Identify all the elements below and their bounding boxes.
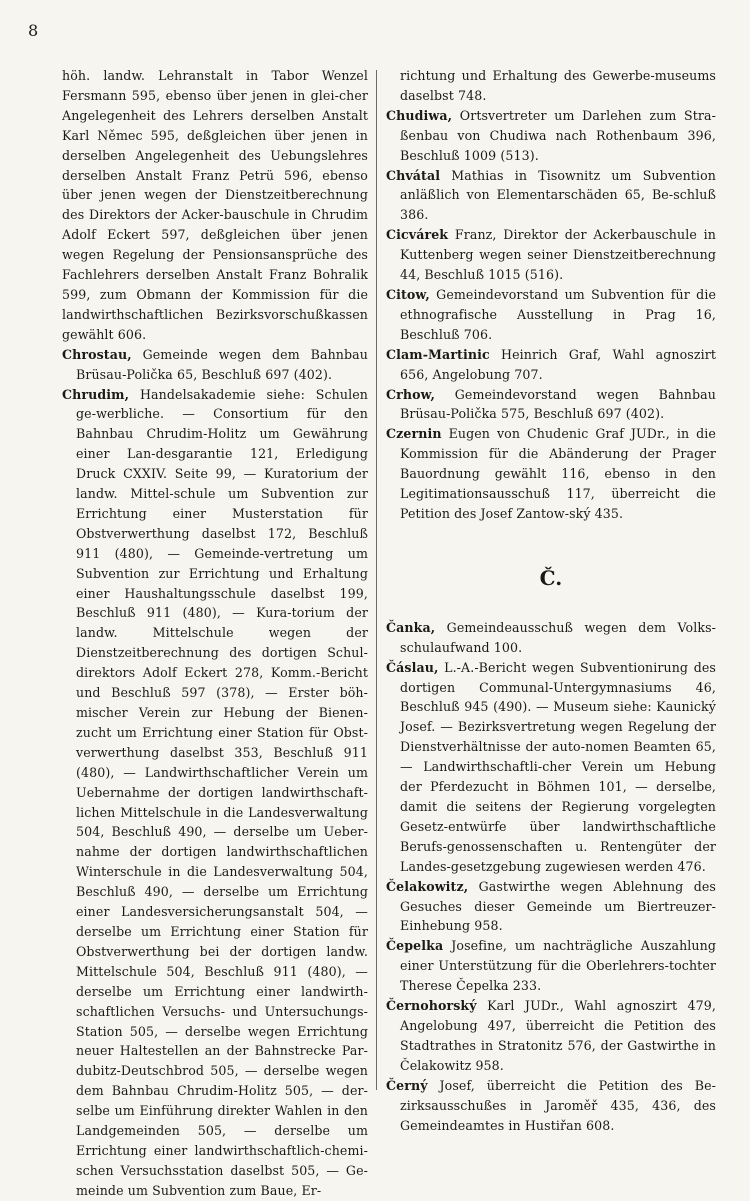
- entry-text: Gemeinde wegen dem Bahnbau Brüsau-Polička 65, Beschluß 697 (402).: [76, 346, 368, 382]
- index-entry: [386, 658, 716, 877]
- entry-text: Gastwirthe wegen Ablehnung des Gesuches dieser Gemeinde um Biertreuzer-Einhebung 958.: [400, 878, 716, 934]
- index-entry: [386, 225, 716, 285]
- entry-text: Mathias in Tisownitz um Subvention anläßlich von Elementarschäden 65, Be-schluß 386.: [400, 167, 716, 223]
- entry-text: Ortsvertreter um Darlehen zum Stra-ßenbau von Chudiwa nach Rothenbaum 396, Beschluß 1009 (513).: [400, 107, 716, 163]
- entry-keyword: Clam-Martinic: [386, 346, 490, 362]
- entry-keyword: Czernin: [386, 426, 442, 442]
- entry-keyword: Chrudim,: [62, 386, 130, 402]
- entry-text: Josefine, um nachträgliche Auszahlung einer Unterstützung für die Oberlehrers-tochter Therese Čepelka 233.: [400, 938, 716, 994]
- entry-keyword: Čelakowitz,: [386, 878, 469, 894]
- index-entry: [386, 285, 716, 345]
- entry-keyword: Černohorský: [386, 998, 477, 1014]
- entry-keyword: Čepelka: [386, 938, 444, 954]
- entry-keyword: Citow,: [386, 286, 430, 302]
- index-entry: [386, 936, 716, 996]
- index-entry: [62, 345, 368, 385]
- index-entry: [386, 877, 716, 937]
- entry-keyword: Chvátal: [386, 167, 441, 183]
- section-heading: Č.: [539, 565, 563, 590]
- column-divider: [376, 70, 377, 1090]
- entry-text: L.-A.-Bericht wegen Subventionirung des dortigen Communal-Untergymnasiums 46, Beschluß 945 (490). — Museum siehe: Kaunický Josef. — Bezirksvertretung wegen Regelung der Dienstverhältnisse der auto-nomen Beamten 65, — Landwirthschaftli-cher Verein um Hebung der Pferdezucht in Böhmen 101, — derselbe, damit die seitens der Regierung vorgelegten Gesetz-entwürfe über landwirthschaftliche Berufs-genossenschaften u. Rentengüter der Landes-gesetzgebung zugewiesen werden 476.: [400, 659, 716, 874]
- entry-text: Gemeindeausschuß wegen dem Volks-schulaufwand 100.: [400, 619, 716, 655]
- index-entry: [62, 66, 368, 345]
- right-column: [386, 66, 716, 1135]
- index-entry: [386, 618, 716, 658]
- entry-keyword: Čáslau,: [386, 659, 439, 675]
- entry-text: Karl JUDr., Wahl agnoszirt 479, Angelobung 497, überreicht die Petition des Stadtrathes in Stratonitz 576, der Gastwirthe in Čelakowitz 958.: [400, 998, 716, 1073]
- index-entry: [386, 166, 716, 226]
- entry-text: Handelsakademie siehe: Schulen ge-werbliche. — Consortium für den Bahnbau Chrudim-Holitz um Gewährung einer Lan-desgarantie 121, Erledigung Druck CXXIV. Seite 99, — Kuratorium der landw. Mittel-schule um Subvention zur Errichtung einer Musterstation für Obstverwerthung daselbst 172, Beschluß 911 (480), — Gemeinde-vertretung um Subvention zur Errichtung und Erhaltung einer Haushaltungsschule daselbst 199, Beschluß 911 (480), — Kura-torium der landw. Mittelschule wegen der Dienstzeitberechnung des dortigen Schul-direktors Adolf Eckert 278, Komm.-Bericht und Beschluß 597 (378), — Erster böh-mischer Verein zur Hebung der Bienen-zucht um Errichtung einer Station für Obst-verwerthung daselbst 353, Beschluß 911 (480), — Landwirthschaftlicher Verein um Uebernahme der dortigen landwirthschaft-lichen Mittelschule in die Landesverwaltung 504, Beschluß 490, — derselbe um Ueber-nahme der dortigen landwirthschaftlichen Winterschule in die Landesverwaltung 504, Beschluß 490, — derselbe um Errichtung einer Landesversicherungsanstalt 504, — derselbe um Errichtung einer Station für Obstverwerthung bei der dortigen landw. Mittelschule 504, Beschluß 911 (480), — derselbe um Errichtung einer landwirth-schaftlichen Versuchs- und Untersuchungs-Station 505, — derselbe wegen Errichtung neuer Haltestellen an der Bahnstrecke Par-dubitz-Deutschbrod 505, — derselbe wegen dem Bahnbau Chrudim-Holitz 505, — der-selbe um Einführung direkter Wahlen in den Landgemeinden 505, — derselbe um Errichtung einer landwirthschaftlich-chemi-schen Versuchsstation daselbst 505, — Ge-meinde um Subvention zum Baue, Er-: [76, 386, 368, 1198]
- index-entry: [386, 424, 716, 524]
- entry-text: Franz, Direktor der Ackerbauschule in Kuttenberg wegen seiner Dienstzeitberechnung 44, Beschluß 1015 (516).: [400, 227, 716, 283]
- index-entry: [386, 385, 716, 425]
- entry-keyword: Chudiwa,: [386, 107, 453, 123]
- page-number: 8: [28, 21, 39, 40]
- entry-keyword: Cicvárek: [386, 227, 449, 243]
- index-entry: [62, 385, 368, 1201]
- entry-text: höh. landw. Lehranstalt in Tabor Wenzel Fersmann 595, ebenso über jenen in glei-cher Angelegenheit des Lehrers derselben Anstalt Karl Němec 595, deßgleichen über jenen in derselben Angelegenheit des Uebungslehres derselben Anstalt Franz Petrü 596, ebenso über jenen wegen der Dienstzeitberechnung des Direktors der Acker-bauschule in Chrudim Adolf Eckert 597, deßgleichen über jenen wegen Regelung der Pensionsansprüche des Fachlehrers derselben Anstalt Franz Bohralik 599, zum Obmann der Kommission für die landwirthschaftlichen Bezirksvorschußkassen gewählt 606.: [62, 68, 368, 342]
- entry-keyword: Černý: [386, 1077, 428, 1093]
- entry-text: Eugen von Chudenic Graf JUDr., in die Kommission für die Abänderung der Prager Bauordnung gewählt 116, ebenso in den Legitimationsausschuß 117, überreicht die Petition des Josef Zantow-ský 435.: [400, 426, 716, 521]
- index-entry: [386, 106, 716, 166]
- entry-text: Heinrich Graf, Wahl agnoszirt 656, Angelobung 707.: [400, 346, 716, 382]
- index-entry: [386, 345, 716, 385]
- entry-text: Josef, überreicht die Petition des Be-zirksausschußes in Jaroměř 435, 436, des Gemeindeamtes in Hustiřan 608.: [400, 1077, 716, 1133]
- entry-keyword: Crhow,: [386, 386, 436, 402]
- index-entry: [386, 1076, 716, 1136]
- entry-text: richtung und Erhaltung des Gewerbe-museums daselbst 748.: [400, 68, 716, 103]
- left-column: [62, 66, 368, 1201]
- entry-text: Gemeindevorstand wegen Bahnbau Brüsau-Polička 575, Beschluß 697 (402).: [400, 386, 716, 422]
- entry-keyword: Čanka,: [386, 619, 436, 635]
- index-entry: [386, 66, 716, 106]
- index-entry: [386, 996, 716, 1076]
- entry-keyword: Chrostau,: [62, 346, 132, 362]
- entry-text: Gemeindevorstand um Subvention für die ethnografische Ausstellung in Prag 16, Beschluß 706.: [400, 286, 716, 342]
